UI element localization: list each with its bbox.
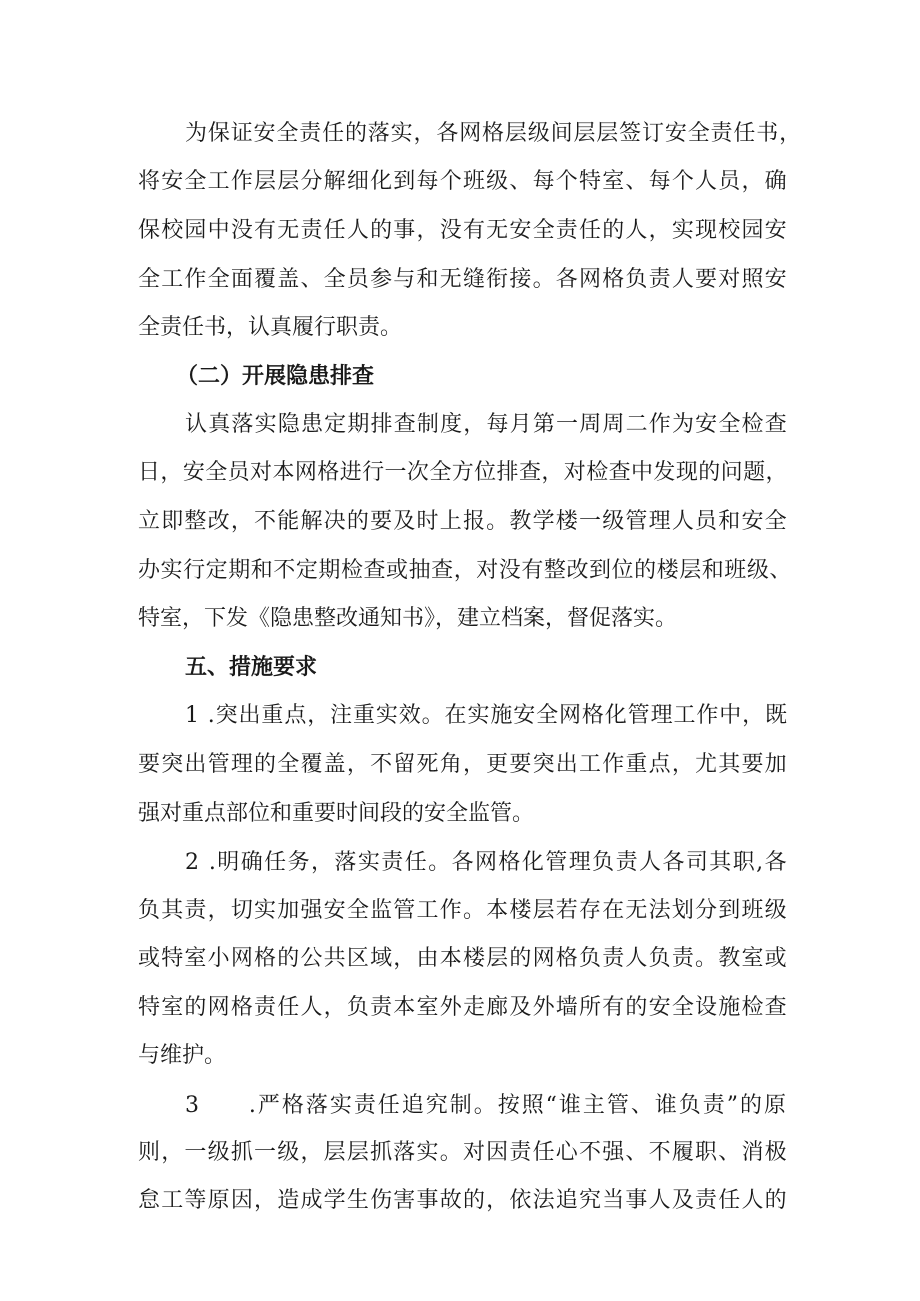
paragraph-line xyxy=(0,405,920,445)
line-text: 与维护。 xyxy=(138,1043,227,1068)
line-text: 日，安全员对本网格进行一次全方位排查，对检查中发现的问题， xyxy=(138,460,788,485)
paragraph-line xyxy=(0,211,920,251)
line-text: 特室的网格责任人，负责本室外走廊及外墙所有的安全设施检查 xyxy=(138,995,788,1020)
paragraph-line xyxy=(0,1133,920,1173)
paragraph-line xyxy=(0,551,920,591)
paragraph-line xyxy=(0,260,920,300)
line-text: 全责任书，认真履行职责。 xyxy=(138,315,403,340)
line-text: 强对重点部位和重要时间段的安全监管。 xyxy=(138,801,535,826)
paragraph-line xyxy=(0,843,920,883)
heading-text: （二）开展隐患排查 xyxy=(176,364,375,389)
section-heading xyxy=(0,648,920,688)
paragraph-line xyxy=(0,794,920,834)
line-text: 全工作全面覆盖、全员参与和无缝衔接。各网格负责人要对照安 xyxy=(138,267,788,292)
line-text: 认真落实隐患定期排查制度，每月第一周周二作为安全检查 xyxy=(185,412,788,437)
paragraph-line xyxy=(0,599,920,639)
heading-text: 五、措施要求 xyxy=(185,655,318,680)
paragraph-line xyxy=(0,1086,920,1126)
paragraph-line xyxy=(0,745,920,785)
line-text: 特室，下发《隐患整改通知书》，建立档案，督促落实。 xyxy=(138,606,678,631)
line-text: 3 .严格落实责任追究制。按照“谁主管、谁负责”的原 xyxy=(185,1093,788,1118)
section-heading xyxy=(0,357,920,397)
line-text: 将安全工作层层分解细化到每个班级、每个特室、每个人员，确 xyxy=(138,169,788,194)
paragraph-line xyxy=(0,1181,920,1221)
paragraph-line xyxy=(0,939,920,979)
line-text: 为保证安全责任的落实，各网格层级间层层签订安全责任书， xyxy=(185,121,802,146)
paragraph-line xyxy=(0,162,920,202)
paragraph-line xyxy=(0,114,920,154)
line-text: 要突出管理的全覆盖，不留死角，更要突出工作重点，尤其要加 xyxy=(138,752,788,777)
line-text: 负其责，切实加强安全监管工作。本楼层若存在无法划分到班级 xyxy=(138,898,788,923)
paragraph-line xyxy=(0,502,920,542)
paragraph-line xyxy=(0,696,920,736)
line-text: 怠工等原因，造成学生伤害事故的，依法追究当事人及责任人的 xyxy=(138,1188,788,1213)
paragraph-line xyxy=(0,308,920,348)
paragraph-line xyxy=(0,453,920,493)
line-text: 或特室小网格的公共区域，由本楼层的网格负责人负责。教室或 xyxy=(138,946,788,971)
paragraph-line xyxy=(0,988,920,1028)
line-text: 立即整改，不能解决的要及时上报。教学楼一级管理人员和安全 xyxy=(138,509,788,534)
paragraph-line xyxy=(0,891,920,931)
line-text: 1 .突出重点，注重实效。在实施安全网格化管理工作中，既 xyxy=(185,703,788,728)
paragraph-line xyxy=(0,1036,920,1076)
line-text: 保校园中没有无责任人的事，没有无安全责任的人，实现校园安 xyxy=(138,218,788,243)
line-text: 办实行定期和不定期检查或抽查，对没有整改到位的楼层和班级、 xyxy=(138,558,792,583)
line-text: 则，一级抓一级，层层抓落实。对因责任心不强、不履职、消极 xyxy=(138,1140,788,1165)
line-text: 2 .明确任务，落实责任。各网格化管理负责人各司其职,各 xyxy=(185,850,789,875)
